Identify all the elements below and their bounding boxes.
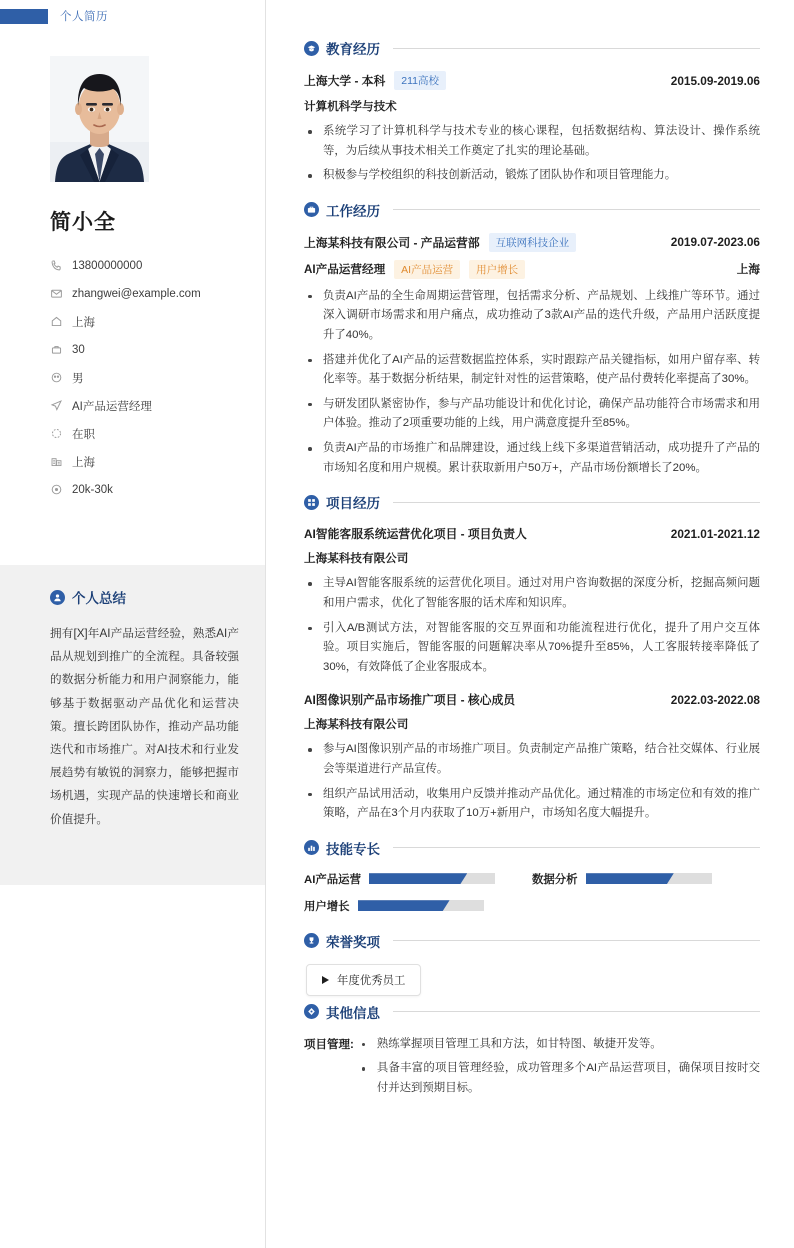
skill-label: 数据分析 — [532, 873, 578, 886]
section-awards — [304, 931, 760, 996]
skill-progress-fill — [358, 900, 450, 911]
contact-value: 上海 — [72, 456, 95, 469]
skill-tag: 用户增长 — [469, 260, 525, 279]
project-name: AI智能客服系统运营优化项目 - 项目负责人 — [304, 527, 527, 542]
work-date: 2019.07-2023.06 — [670, 235, 760, 250]
work-entry-head — [304, 233, 760, 252]
graduation-cap-icon — [304, 41, 319, 56]
education-entry-head — [304, 71, 760, 90]
skill-progress-fill — [586, 873, 674, 884]
trophy-icon — [304, 933, 319, 948]
sidebar — [0, 0, 266, 1248]
section-projects — [304, 492, 760, 823]
mail-icon — [50, 287, 63, 300]
skill-tag: AI产品运营 — [394, 260, 460, 279]
section-rule — [393, 48, 760, 49]
project-entry — [304, 691, 760, 823]
education-title: 教育经历 — [326, 42, 380, 57]
section-rule — [393, 502, 760, 503]
work-location: 上海 — [736, 263, 760, 277]
home-icon — [50, 315, 63, 328]
position-name: AI产品运营经理 — [304, 263, 386, 277]
person-icon — [50, 590, 65, 605]
gender-icon — [50, 371, 63, 384]
contact-value: 男 — [72, 372, 84, 385]
other-group — [304, 1035, 760, 1104]
project-date: 2021.01-2021.12 — [670, 526, 760, 541]
skills-header — [304, 838, 760, 858]
contact-value: zhangwei@example.com — [72, 287, 201, 300]
school-name: 上海大学 - 本科 — [304, 74, 386, 88]
other-group-label: 项目管理: — [304, 1038, 354, 1051]
project-company: 上海某科技有限公司 — [304, 718, 409, 732]
school-tag: 211高校 — [394, 71, 446, 90]
main-content — [266, 0, 794, 1248]
other-title: 其他信息 — [326, 1005, 380, 1021]
contact-city — [50, 450, 265, 473]
award-item[interactable] — [306, 964, 421, 996]
contact-age — [50, 338, 265, 361]
bullet-item: 搭建并优化了AI产品的运营数据监控体系，实时跟踪产品关键指标，如用户留存率、转化率等。基于数据分析结果，制定针对性的运营策略，使产品付费转化率提高了30%。 — [306, 351, 760, 390]
project-bullets — [306, 574, 760, 677]
skill-label: AI产品运营 — [304, 873, 361, 886]
contact-value: 13800000000 — [72, 259, 143, 272]
skill-grid — [304, 871, 760, 925]
other-bullets — [360, 1035, 760, 1104]
summary-text: 拥有[X]年AI产品运营经验，熟悉AI产品从规划到推广的全流程。具备较强的数据分析能力和用户洞察能力，能够基于数据驱动产品优化和运营决策。擅长跨团队协作，推动产品功能迭代和市场推广。对AI技术和行业发展趋势有敏锐的洞察力，能够把握市场机遇，实现产品的快速增长和商业价值提升。 — [50, 627, 239, 826]
contact-value: 20k-30k — [72, 483, 113, 496]
projects-header — [304, 492, 760, 512]
phone-icon — [50, 259, 63, 272]
bullet-item: 组织产品试用活动，收集用户反馈并推动产品优化。通过精准的市场定位和有效的推广策略，产品在3个月内获取了10万+新用户，市场知名度大幅提升。 — [306, 785, 760, 824]
bullet-item: 负责AI产品的全生命周期运营管理，包括需求分析、产品规划、上线推广等环节。通过深入调研市场需求和用户痛点，成功推动了3款AI产品的迭代升级，产品用户活跃度提升了40%。 — [306, 287, 760, 346]
contact-gender — [50, 366, 265, 389]
section-rule — [393, 847, 760, 848]
bullet-item: 系统学习了计算机科学与技术专业的核心课程，包括数据结构、算法设计、操作系统等，为后续从事技术相关工作奠定了扎实的理论基础。 — [306, 122, 760, 161]
award-list — [306, 964, 760, 996]
project-entry-head — [304, 691, 760, 708]
summary-header — [50, 587, 239, 607]
education-bullets — [306, 122, 760, 186]
project-bullets — [306, 740, 760, 823]
topbar-accent-block — [0, 9, 48, 24]
work-entry — [304, 233, 760, 478]
contact-phone — [50, 254, 265, 277]
status-icon — [50, 427, 63, 440]
section-work — [304, 200, 760, 478]
contact-value: AI产品运营经理 — [72, 400, 152, 413]
contact-status — [50, 422, 265, 445]
skill-item — [304, 871, 532, 887]
contact-list — [50, 254, 265, 501]
work-position-row — [304, 260, 760, 279]
skill-item — [304, 898, 532, 914]
skill-label: 用户增长 — [304, 900, 350, 913]
awards-header — [304, 931, 760, 951]
project-date: 2022.03-2022.08 — [670, 692, 760, 707]
bullet-item: 参与AI图像识别产品的市场推广项目。负责制定产品推广策略，结合社交媒体、行业展会等渠道进行产品宣传。 — [306, 740, 760, 779]
skill-progress-track — [369, 873, 495, 884]
skill-item — [532, 871, 760, 887]
summary-title: 个人总结 — [72, 591, 126, 606]
bullet-item: 引入A/B测试方法，对智能客服的交互界面和功能流程进行优化，提升了用户交互体验。项目实施后，智能客服的问题解决率从70%提升至85%，人工客服转接率降低了30%，有效降低了企业客服成本。 — [306, 619, 760, 678]
project-company: 上海某科技有限公司 — [304, 552, 409, 566]
age-icon — [50, 343, 63, 356]
bullet-item: 与研发团队紧密协作，参与产品功能设计和优化讨论，确保产品功能符合市场需求和用户体验。推动了2项重要功能的上线，用户满意度提升至85%。 — [306, 395, 760, 434]
contact-value: 上海 — [72, 316, 95, 329]
skill-progress-track — [358, 900, 484, 911]
work-title: 工作经历 — [326, 203, 380, 219]
education-header — [304, 38, 760, 58]
project-entry-head — [304, 525, 760, 542]
section-rule — [393, 940, 760, 941]
avatar — [50, 56, 149, 182]
position-icon — [50, 399, 63, 412]
skills-title: 技能专长 — [326, 841, 380, 857]
contact-email — [50, 282, 265, 305]
briefcase-icon — [304, 202, 319, 217]
skill-progress-fill — [369, 873, 467, 884]
section-rule — [393, 209, 760, 210]
section-skills — [304, 838, 760, 925]
salary-icon — [50, 483, 63, 496]
bullet-item: 积极参与学校组织的科技创新活动，锻炼了团队协作和项目管理能力。 — [306, 166, 760, 186]
contact-salary — [50, 478, 265, 501]
bullet-item: 熟练掌握项目管理工具和方法，如甘特图、敏捷开发等。 — [360, 1035, 760, 1055]
chart-icon — [304, 840, 319, 855]
work-header — [304, 200, 760, 220]
contact-value: 30 — [72, 343, 85, 356]
project-entry — [304, 525, 760, 677]
skill-progress-track — [586, 873, 712, 884]
contact-value: 在职 — [72, 428, 95, 441]
projects-title: 项目经历 — [326, 496, 380, 512]
grid-icon — [304, 495, 319, 510]
section-education — [304, 38, 760, 186]
education-major: 计算机科学与技术 — [304, 100, 397, 113]
summary-block — [0, 565, 265, 885]
bullet-item: 主导AI智能客服系统的运营优化项目。通过对用户咨询数据的深度分析，挖掘高频问题和用户需求，优化了智能客服的话术库和知识库。 — [306, 574, 760, 613]
education-entry — [304, 71, 760, 186]
company-name: 上海某科技有限公司 - 产品运营部 — [304, 235, 480, 250]
awards-title: 荣誉奖项 — [326, 934, 380, 950]
bullet-item: 具备丰富的项目管理经验，成功管理多个AI产品运营项目，确保项目按时交付并达到预期目标。 — [360, 1059, 760, 1098]
other-header — [304, 1002, 760, 1022]
play-triangle-icon — [322, 976, 329, 984]
project-name: AI图像识别产品市场推广项目 - 核心成员 — [304, 693, 516, 708]
education-date: 2015.09-2019.06 — [670, 73, 760, 88]
info-icon — [304, 1004, 319, 1019]
section-other — [304, 1002, 760, 1104]
contact-home — [50, 310, 265, 333]
company-tag: 互联网科技企业 — [489, 233, 577, 252]
topbar-title: 个人简历 — [60, 11, 108, 23]
city-icon — [50, 455, 63, 468]
profile-name: 简小全 — [50, 211, 116, 234]
bullet-item: 负责AI产品的市场推广和品牌建设，通过线上线下多渠道营销活动，成功提升了产品的市场知名度和用户规模。累计获取新用户50万+，产品市场份额增长了20%。 — [306, 439, 760, 478]
award-label: 年度优秀员工 — [337, 974, 406, 987]
contact-position — [50, 394, 265, 417]
work-bullets — [306, 287, 760, 478]
topbar — [0, 0, 794, 28]
section-rule — [393, 1011, 760, 1012]
